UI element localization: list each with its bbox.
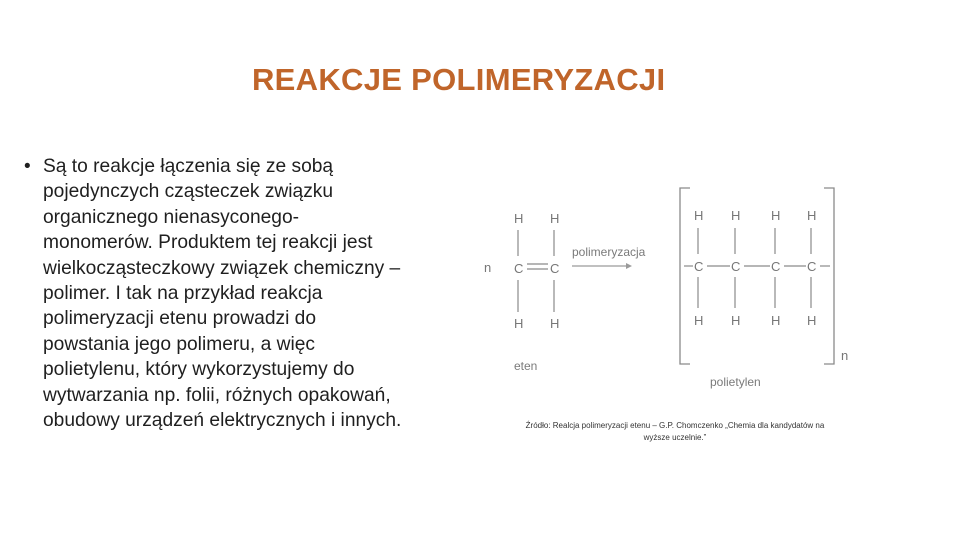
hydrogen-atom: H	[550, 316, 560, 331]
bullet-line: organicznego nienasyconego-	[43, 206, 300, 228]
bullet-line: polimer. I tak na przykład reakcja	[43, 283, 323, 305]
right-bracket	[824, 188, 834, 364]
bullet-paragraph	[24, 154, 464, 433]
bullet-line: polietylenu, który wykorzystujemy do	[43, 359, 355, 381]
bullet-line: wielkocząsteczkowy związek chemiczny –	[43, 257, 401, 279]
hydrogen-atom: H	[771, 208, 781, 223]
source-line: wyższe uczelnie.”	[643, 433, 707, 442]
carbon-atom: C	[771, 259, 781, 274]
monomer-label: eten	[514, 359, 538, 373]
polymerization-diagram	[480, 180, 860, 405]
carbon-atom: C	[731, 259, 741, 274]
hydrogen-atom: H	[807, 313, 817, 328]
bullet-marker: •	[24, 156, 31, 177]
hydrogen-atom: H	[771, 313, 781, 328]
hydrogen-atom: H	[807, 208, 817, 223]
hydrogen-atom: H	[731, 313, 741, 328]
hydrogen-atom: H	[514, 316, 524, 331]
reaction-scheme	[480, 180, 860, 405]
left-bracket	[680, 188, 690, 364]
hydrogen-atom: H	[694, 313, 704, 328]
bullet-line: powstania jego polimeru, a więc	[43, 333, 315, 355]
bullet-text	[43, 154, 464, 433]
carbon-atom: C	[807, 259, 817, 274]
arrow-head	[626, 263, 632, 269]
bullet-line: obudowy urządzeń elektrycznych i innych.	[43, 410, 402, 432]
subscript-n: n	[841, 348, 849, 363]
carbon-atom: C	[514, 261, 524, 276]
coefficient-n: n	[484, 260, 492, 275]
hydrogen-atom: H	[514, 211, 524, 226]
arrow-label: polimeryzacja	[572, 245, 646, 259]
carbon-atom: C	[550, 261, 560, 276]
bullet-line: wytwarzania np. folii, różnych opakowań,	[43, 384, 391, 406]
source-line: Źródło: Realcja polimeryzacji etenu – G.P. Chomczenko „Chemia dla kandydatów na	[525, 421, 825, 430]
bullet-line: polimeryzacji etenu prowadzi do	[43, 308, 317, 330]
bullet-line: Są to reakcje łączenia się ze sobą	[43, 156, 334, 177]
hydrogen-atom: H	[550, 211, 560, 226]
carbon-atom: C	[694, 259, 704, 274]
source-citation	[490, 420, 860, 444]
polymer-label: polietylen	[710, 375, 761, 389]
bullet-line: pojedynczych cząsteczek związku	[43, 181, 334, 203]
hydrogen-atom: H	[731, 208, 741, 223]
slide-title: REAKCJE POLIMERYZACJI	[252, 62, 666, 97]
hydrogen-atom: H	[694, 208, 704, 223]
bullet-line: monomerów. Produktem tej reakcji jest	[43, 232, 373, 254]
